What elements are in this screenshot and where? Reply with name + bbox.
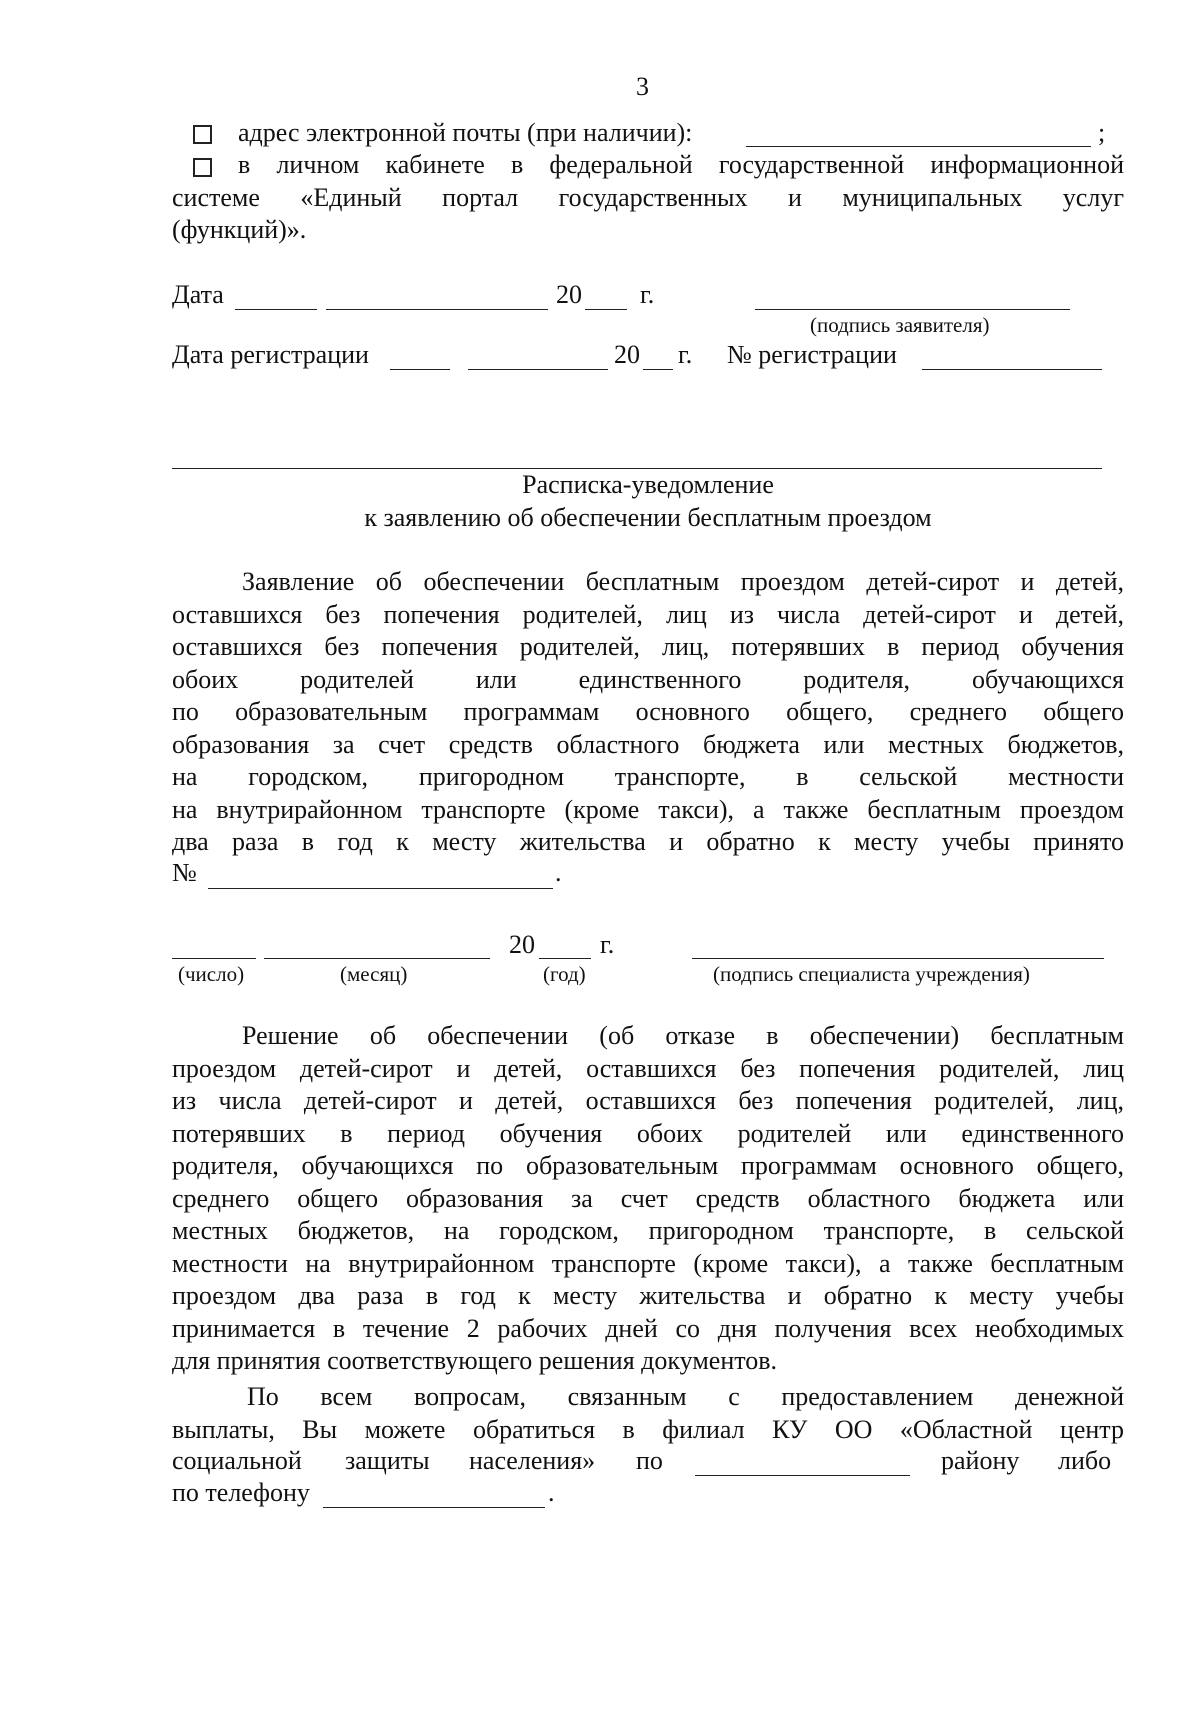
registration-year-prefix: 20: [614, 340, 640, 369]
email-option-label: адрес электронной почты (при наличии):: [238, 118, 693, 147]
contacts-word: либо: [1058, 1446, 1112, 1475]
date-year-suffix: г.: [640, 280, 655, 309]
receipt-body-line: два раза в год к месту жительства и обратно к месту учебы принято: [172, 827, 1124, 856]
receipt-body-line: на внутрирайонном транспорте (кроме такси), а также бесплатным проездом: [172, 794, 1124, 824]
email-blank-line: [746, 146, 1091, 147]
contacts-word: социальной: [172, 1446, 302, 1475]
date-label: Дата: [172, 280, 224, 309]
receipt-body-line: на городском, пригородном транспорте, в сельской местности: [172, 762, 1124, 791]
date-year-blank: [585, 309, 627, 310]
district-blank: [695, 1475, 910, 1476]
contacts-line: По всем вопросам, связанным с предоставлением денежной: [247, 1382, 1124, 1411]
cabinet-option-text: [172, 149, 1124, 247]
specialist-month-blank: [264, 958, 490, 959]
cabinet-option-line: (функций)».: [172, 215, 307, 244]
decision-line: проездом два раза в год к месту жительства и обратно к месту учебы: [172, 1281, 1124, 1310]
registration-number-label: № регистрации: [727, 340, 897, 369]
cabinet-option-line: системе «Единый портал государственных и муниципальных услуг: [172, 182, 1124, 212]
receipt-number-blank: [208, 888, 553, 889]
specialist-year-suffix: г.: [600, 930, 615, 959]
email-checkbox[interactable]: [193, 125, 212, 144]
phone-label: по телефону: [172, 1478, 310, 1507]
receipt-body-line: обоих родителей или единственного родителя, обучающихся: [172, 664, 1124, 694]
decision-line: для принятия соответствующего решения документов.: [172, 1346, 778, 1375]
specialist-year-blank: [539, 958, 591, 959]
receipt-title: Расписка-уведомление: [522, 470, 774, 499]
decision-line: проездом детей-сирот и детей, оставшихся без попечения родителей, лиц: [172, 1053, 1124, 1083]
date-month-blank: [326, 309, 548, 310]
decision-line: принимается в течение 2 рабочих дней со дня получения всех необходимых: [172, 1313, 1124, 1343]
contacts-paragraph: [172, 1381, 1124, 1446]
registration-month-blank: [468, 369, 608, 370]
receipt-body: [172, 566, 1124, 859]
specialist-signature-line: [692, 958, 1104, 959]
specialist-day-blank: [172, 958, 256, 959]
registration-date-label: Дата регистрации: [172, 340, 369, 369]
date-day-blank: [235, 309, 317, 310]
receipt-body-line: образования за счет средств областного бюджета или местных бюджетов,: [172, 729, 1124, 759]
receipt-subtitle: к заявлению об обеспечении бесплатным проездом: [364, 503, 932, 532]
applicant-signature-caption: (подпись заявителя): [810, 313, 990, 337]
decision-line: потерявших в период обучения обоих родителей или единственного: [172, 1118, 1124, 1148]
contacts-word: населения»: [469, 1446, 596, 1475]
contacts-word: району: [941, 1446, 1020, 1475]
receipt-body-line: оставшихся без попечения родителей, лиц, потерявших в период обучения: [172, 632, 1124, 661]
contacts-line: выплаты, Вы можете обратиться в филиал КУ ОО «Областной центр: [172, 1414, 1124, 1444]
caption-month: (месяц): [340, 962, 408, 986]
phone-blank: [323, 1507, 545, 1508]
email-option-end: ;: [1098, 118, 1106, 147]
receipt-body-line: оставшихся без попечения родителей, лиц из числа детей-сирот и детей,: [172, 599, 1124, 629]
contacts-word: по: [636, 1446, 663, 1475]
receipt-number-end: .: [555, 858, 562, 887]
receipt-number-prefix: №: [172, 858, 197, 887]
caption-specialist-signature: (подпись специалиста учреждения): [713, 962, 1030, 986]
section-divider: [172, 468, 1102, 469]
page-number: 3: [636, 72, 649, 101]
date-year-prefix: 20: [556, 280, 582, 309]
decision-line: родителя, обучающихся по образовательным программам основного общего,: [172, 1151, 1124, 1180]
applicant-signature-line: [755, 309, 1070, 310]
decision-line: из числа детей-сирот и детей, оставшихся без попечения родителей, лиц,: [172, 1086, 1124, 1115]
decision-line: местности на внутрирайонном транспорте (кроме такси), а также бесплатным: [172, 1248, 1124, 1278]
caption-day: (число): [178, 962, 245, 986]
registration-year-blank: [643, 369, 673, 370]
decision-line: среднего общего образования за счет средств областного бюджета или: [172, 1183, 1124, 1213]
decision-line: местных бюджетов, на городском, пригородном транспорте, в сельской: [172, 1216, 1124, 1245]
decision-line: Решение об обеспечении (об отказе в обеспечении) бесплатным: [242, 1021, 1124, 1050]
registration-year-suffix: г.: [678, 340, 693, 369]
specialist-year-prefix: 20: [509, 930, 535, 959]
phone-end: .: [548, 1478, 555, 1507]
registration-day-blank: [390, 369, 450, 370]
receipt-body-line: по образовательным программам основного общего, среднего общего: [172, 697, 1124, 726]
cabinet-option-line: в личном кабинете в федеральной государственной информационной: [238, 150, 1124, 179]
contacts-word: защиты: [345, 1446, 430, 1475]
decision-paragraph: [172, 1020, 1124, 1378]
receipt-body-line: Заявление об обеспечении бесплатным проездом детей-сирот и детей,: [242, 567, 1124, 596]
caption-year: (год): [543, 962, 586, 986]
registration-number-blank: [922, 369, 1102, 370]
